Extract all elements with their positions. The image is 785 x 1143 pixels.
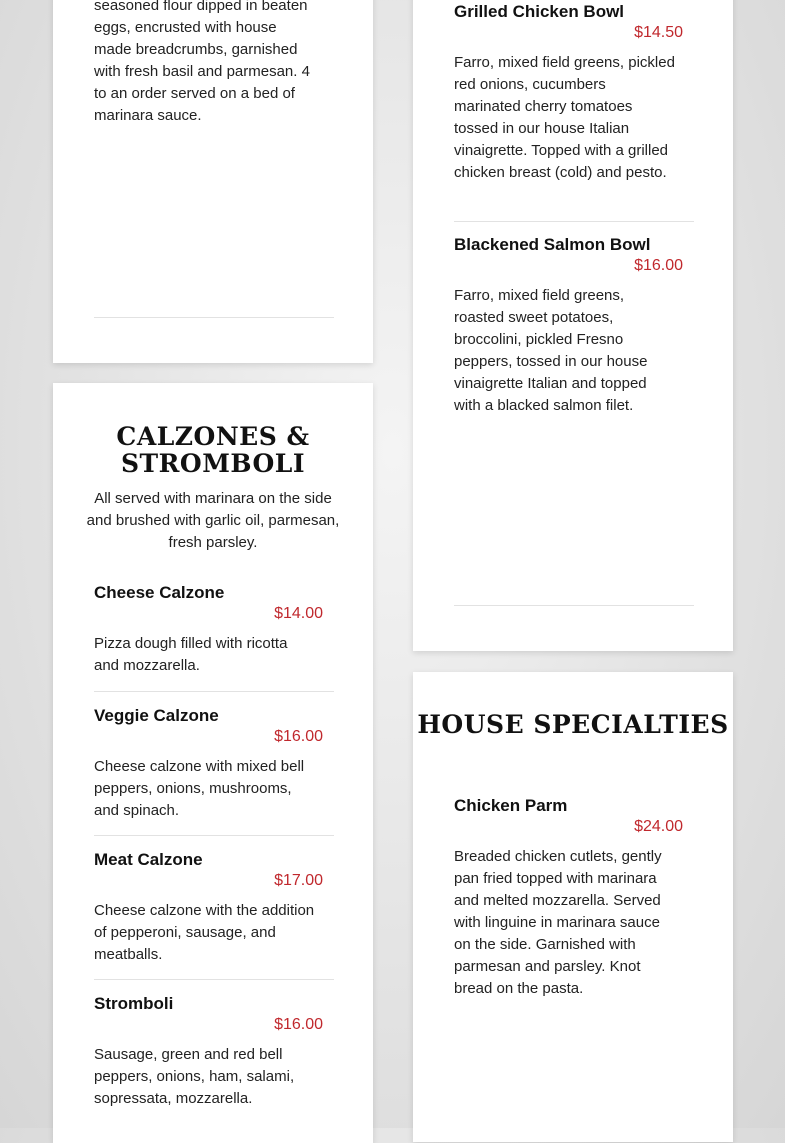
house-specialties-card (413, 672, 733, 1142)
divider (454, 605, 694, 606)
divider (94, 979, 334, 980)
item-description: Sausage, green and red bell peppers, onions, ham, salami, sopressata, mozzarella. (94, 1046, 295, 1107)
item-price: $14.50 (634, 24, 683, 41)
item-description: Farro, mixed field greens, pickled red onions, cucumbers marinated cherry tomatoes tossed in our house Italian vinaigrette. Topped with a grilled chicken breast (cold) and pesto. (454, 54, 675, 181)
divider (94, 691, 334, 692)
item-description: Farro, mixed field greens, roasted sweet potatoes, broccolini, pickled Fresno peppers, tossed in our house vinaigrette Italian and topped with a blacked salmon filet. (454, 287, 648, 414)
item-price: $17.00 (274, 872, 323, 889)
divider (454, 221, 694, 222)
item-name: Stromboli (94, 994, 174, 1013)
item-price: $16.00 (274, 728, 323, 745)
appetizer-description: seasoned flour dipped in beaten eggs, encrusted with house made breadcrumbs, garnished with fresh basil and parmesan. 4 to an order served on a bed of marinara sauce. (94, 0, 310, 124)
item-name: Grilled Chicken Bowl (454, 2, 625, 21)
divider (94, 835, 334, 836)
item-name: Cheese Calzone (94, 583, 225, 602)
calzones-card (53, 383, 373, 1143)
item-description: Pizza dough filled with ricotta and mozzarella. (94, 635, 288, 674)
item-name: Veggie Calzone (94, 706, 219, 725)
bowls-card (413, 0, 733, 651)
item-description: Cheese calzone with mixed bell peppers, onions, mushrooms, and spinach. (94, 758, 305, 819)
item-price: $16.00 (274, 1016, 323, 1033)
item-price: $14.00 (274, 605, 323, 622)
section-note: All served with marinara on the side and brushed with garlic oil, parmesan, fresh parsley. (86, 490, 340, 551)
section-title: HOUSE SPECIALTIES (417, 710, 729, 739)
section-title: CALZONES & STROMBOLI (116, 422, 310, 478)
item-description: Breaded chicken cutlets, gently pan fried topped with marinara and melted mozzarella. Served with linguine in marinara sauce on the side. Garnished with parmesan and parsley. Knot bread on the pasta. (454, 848, 662, 997)
item-name: Chicken Parm (454, 796, 568, 815)
item-name: Blackened Salmon Bowl (454, 235, 651, 254)
item-name: Meat Calzone (94, 850, 203, 869)
appetizer-card (53, 0, 373, 363)
item-price: $16.00 (634, 257, 683, 274)
divider (94, 317, 334, 318)
item-price: $24.00 (634, 818, 683, 835)
item-description: Cheese calzone with the addition of pepperoni, sausage, and meatballs. (94, 902, 315, 963)
